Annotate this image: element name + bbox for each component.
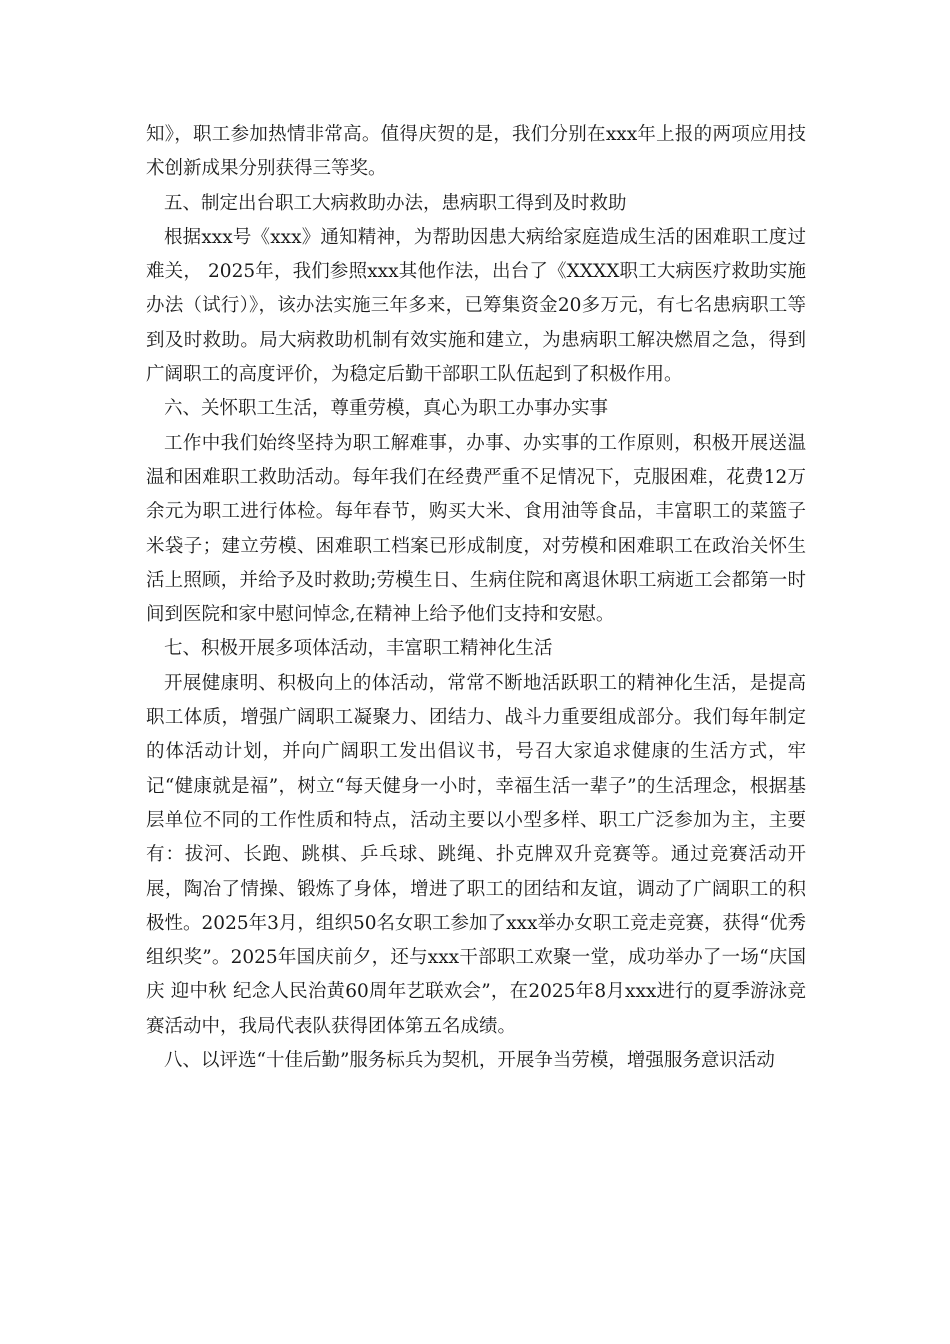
section-body-5: 根据xxx号《xxx》通知精神，为帮助因患大病给家庭造成生活的困难职工度过难关， 2025年，我们参照xxx其他作法，出台了《XXXX职工大病医疗救助实施办法（试行）》，该办法实施三年多来，已筹集资金20多万元，有七名患病职工等到及时救助。局大病救助机制有效实施和建立，为患病职工解决燃眉之急，得到广阔职工的高度评价，为稳定后勤干部职工队伍起到了积极作用。 bbox=[146, 226, 806, 386]
section-heading-6: 六、关怀职工生活，尊重劳模，真心为职工办事办实事 bbox=[164, 398, 609, 420]
section-heading-5: 五、制定出台职工大病救助办法，患病职工得到及时救助 bbox=[164, 192, 627, 214]
section-body-6: 工作中我们始终坚持为职工解难事，办事、办实事的工作原则，积极开展送温温和困难职工救助活动。每年我们在经费严重不足情况下，克服困难，花费12万余元为职工进行体检。每年春节，购买大米、食用油等食品，丰富职工的菜篮子米袋子；建立劳模、困难职工档案已形成制度，对劳模和困难职工在政治关怀生活上照顾，并给予及时救助;劳模生日、生病住院和离退休职工病逝工会都第一时间到医院和家中慰问悼念,在精神上给予他们支持和安慰。 bbox=[146, 432, 806, 626]
paragraph-continued: 知》，职工参加热情非常高。值得庆贺的是，我们分别在xxx年上报的两项应用技术创新成果分别获得三等奖。 bbox=[146, 124, 806, 180]
section-heading-8: 八、以评选“十佳后勤”服务标兵为契机，开展争当劳模，增强服务意识活动 bbox=[164, 1050, 775, 1072]
section-body-7: 开展健康明、积极向上的体活动，常常不断地活跃职工的精神化生活，是提高职工体质，增强广阔职工凝聚力、团结力、战斗力重要组成部分。我们每年制定的体活动计划，并向广阔职工发出倡议书，号召大家追求健康的生活方式，牢记“健康就是福”，树立“每天健身一小时，幸福生活一辈子”的生活理念，根据基层单位不同的工作性质和特点，活动主要以小型多样、职工广泛参加为主，主要有：拔河、长跑、跳棋、乒乓球、跳绳、扑克牌双升竞赛等。通过竞赛活动开展，陶冶了情操、锻炼了身体，增进了职工的团结和友谊，调动了广阔职工的积极性。2025年3月，组织50名女职工参加了xxx举办女职工竞走竞赛，获得“优秀组织奖”。2025年国庆前夕，还与xxx干部职工欢聚一堂，成功举办了一场“庆国庆 迎中秋 纪念人民治黄60周年艺联欢会”，在2025年8月xxx进行的夏季游泳竞赛活动中，我局代表队获得团体第五名成绩。 bbox=[146, 672, 806, 1037]
document-page bbox=[146, 118, 806, 1078]
section-heading-7: 七、积极开展多项体活动，丰富职工精神化生活 bbox=[164, 638, 553, 660]
